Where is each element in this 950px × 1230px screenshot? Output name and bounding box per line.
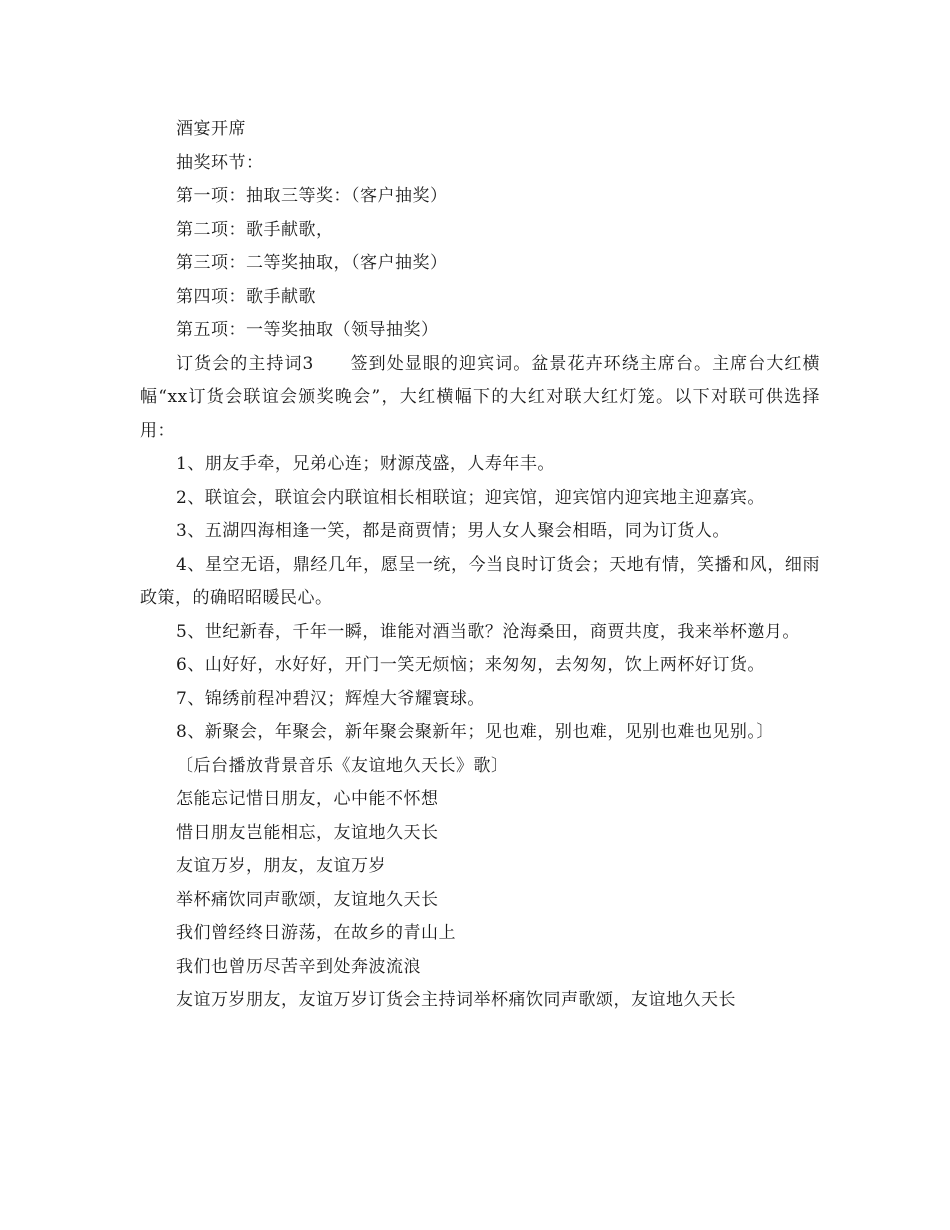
paragraph: 3、五湖四海相逢一笑，都是商贾情；男人女人聚会相晤，同为订货人。: [176, 521, 730, 541]
lyric-line: 友谊万岁，朋友，友谊万岁: [176, 856, 386, 876]
paragraph: 第二项：歌手献歌，: [176, 219, 334, 240]
paragraph: 5、世纪新春，千年一瞬，谁能对酒当歌？沧海桑田，商贾共度，我来举杯邀月。: [176, 621, 800, 642]
lyric-line: 我们曾经终日游荡，在故乡的青山上: [176, 923, 456, 943]
document-body: [140, 113, 820, 1018]
paragraph: 第四项：歌手献歌: [176, 286, 316, 307]
paragraph: 7、锦绣前程冲碧汉；辉煌大爷耀寰球。: [176, 688, 485, 709]
paragraph: 2、联谊会，联谊会内联谊相长相联谊；迎宾馆，迎宾馆内迎宾地主迎嘉宾。: [176, 487, 765, 508]
lyric-line: 我们也曾历尽苦辛到处奔波流浪: [176, 956, 421, 977]
lyric-line: 惜日朋友岂能相忘，友谊地久天长: [176, 822, 439, 843]
paragraph: 订货会的主持词3 签到处显眼的迎宾词。盆景花卉环绕主席台。主席台大红横幅“xx订货会联谊会颁奖晚会”，大红横幅下的大红对联大红灯笼。以下对联可供选择用：: [140, 353, 820, 441]
paragraph: 4、星空无语，鼎经几年，愿呈一统，今当良时订货会；天地有情，笑播和风，细雨政策，的确昭昭暖民心。: [140, 554, 820, 608]
paragraph: 1、朋友手牵，兄弟心连；财源茂盛，人寿年丰。: [176, 454, 555, 474]
paragraph: 8、新聚会，年聚会，新年聚会聚新年；见也难，别也难，见别也难也见别。〕: [176, 722, 774, 742]
paragraph: 第一项：抽取三等奖：（客户抽奖）: [176, 186, 448, 206]
lyric-line: 怎能忘记惜日朋友，心中能不怀想: [176, 789, 439, 809]
paragraph: 〔后台播放背景音乐《友谊地久天长》歌〕: [176, 755, 509, 776]
paragraph: 6、山好好，水好好，开门一笑无烦恼；来匆匆，去匆匆，饮上两杯好订货。: [176, 655, 765, 675]
paragraph: 酒宴开席: [176, 119, 246, 139]
paragraph: 第五项：一等奖抽取（领导抽奖）: [176, 320, 439, 340]
paragraph: 第三项：二等奖抽取，（客户抽奖）: [176, 253, 448, 273]
paragraph: 抽奖环节：: [176, 152, 264, 173]
lyric-line: 举杯痛饮同声歌颂，友谊地久天长: [176, 889, 439, 910]
lyric-line: 友谊万岁朋友，友谊万岁订货会主持词举杯痛饮同声歌颂，友谊地久天长: [176, 990, 736, 1010]
